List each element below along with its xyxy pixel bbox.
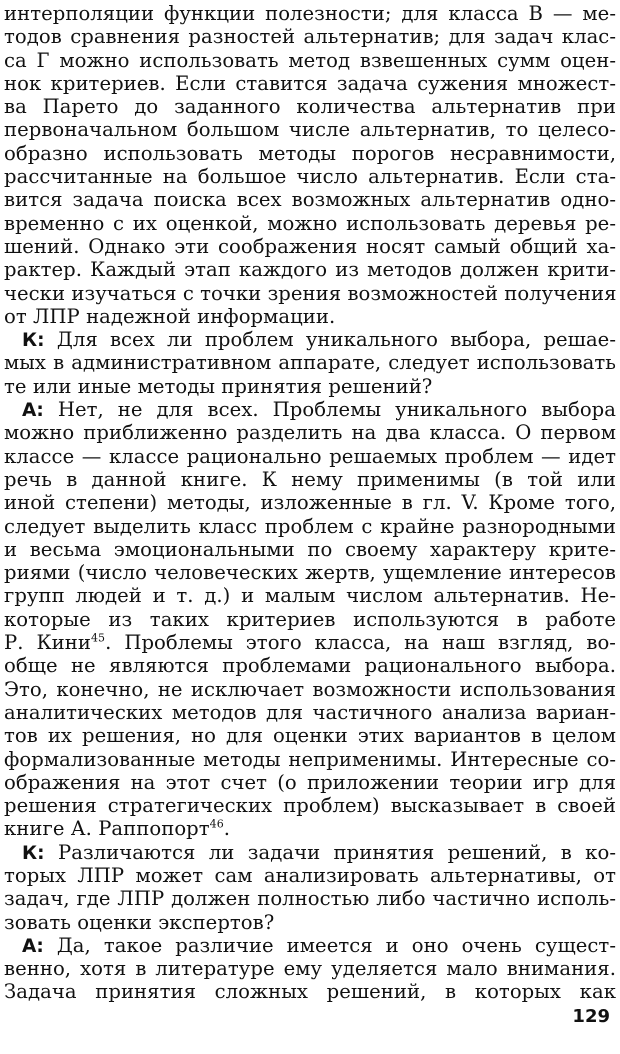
text-line: те или иные методы принятия решений?: [4, 374, 433, 398]
text-fragment: Р. Кини: [4, 631, 91, 655]
text-fragment: Для всех ли проблем уникального выбора, решае-: [56, 328, 617, 352]
text-line: са Г можно использовать метод взвешенных сумм оцен-: [4, 48, 616, 72]
question-paragraph: [4, 328, 616, 398]
text-line: рассчитанные на большое число альтернатив. Если ста-: [4, 165, 616, 189]
speaker-label: К:: [22, 842, 45, 864]
text-fragment: книге А. Раппопорт: [4, 817, 210, 841]
text-line: следует выделить класс проблем с крайне разнородными: [4, 514, 616, 538]
text-line: [4, 934, 616, 957]
text-line: нок критериев. Если ставится задача сужения множест-: [4, 71, 616, 95]
text-fragment: .: [223, 817, 231, 841]
text-line: ва Парето до заданного количества альтернатив при: [4, 95, 616, 119]
text-line: ображения на этот счет (о приложении теории игр для: [4, 770, 616, 794]
text-line: задач, где ЛПР должен полностью либо частично исполь-: [4, 887, 616, 911]
text-line: групп людей и т. д.) и малым числом альтернатив. Не-: [4, 584, 616, 608]
text-line: венно, хотя в литературе ему уделяется мало внимания.: [4, 957, 616, 981]
text-line: речь в данной книге. К нему применимы (в той или: [4, 467, 616, 491]
text-line: аналитических методов для частичного анализа вариан-: [4, 700, 616, 724]
answer-paragraph: [4, 398, 616, 841]
text-line: временно с их оценкой, можно использовать деревья ре-: [4, 211, 616, 235]
paragraph-intro: [4, 2, 616, 328]
text-fragment: Нет, не для всех. Проблемы уникального выбора: [57, 398, 616, 422]
question-paragraph: [4, 841, 616, 934]
text-line: Это, конечно, не исключает возможности использования: [4, 677, 616, 701]
text-line: образно использовать методы порогов несравнимости,: [4, 141, 616, 165]
footnote-ref: 46: [209, 817, 224, 831]
text-line: Задача принятия сложных решений, в которых как: [4, 980, 616, 1004]
text-line: которые из таких критериев используются в работе: [4, 607, 616, 631]
text-line: классе — классе рационально решаемых проблем — идет: [4, 444, 616, 468]
text-line: риями (число человеческих жертв, ущемление интересов: [4, 561, 616, 585]
speaker-label: А:: [22, 935, 44, 957]
text-line: торых ЛПР может сам анализировать альтернативы, от: [4, 863, 616, 887]
footnote-ref: 45: [91, 631, 106, 645]
text-line: чески изучаться с точки зрения возможностей получения: [4, 281, 617, 305]
text-line: иной степени) методы, изложенные в гл. V. Кроме того,: [4, 491, 616, 515]
text-line: мых в административном аппарате, следует использовать: [4, 351, 616, 375]
text-line: [4, 398, 616, 421]
text-line: рактер. Каждый этап каждого из методов должен крити-: [4, 258, 616, 282]
text-line: тов их решения, но для оценки этих вариантов в целом: [4, 724, 616, 748]
text-fragment: Да, такое различие имеется и оно очень сущест-: [56, 933, 616, 957]
text-line: формализованные методы неприменимы. Интересные со-: [4, 747, 616, 771]
text-line: первоначальном большом числе альтернатив, то целесо-: [4, 118, 616, 142]
text-line: обще не являются проблемами рационального выбора.: [4, 654, 616, 678]
page-body: [4, 2, 616, 1004]
text-line: шений. Однако эти соображения носят самый общий ха-: [4, 234, 616, 258]
speaker-label: К:: [22, 330, 45, 352]
text-line: интерполяции функции полезности; для класса В — ме-: [4, 2, 616, 25]
text-line: решения стратегических проблем) высказывает в своей: [4, 794, 616, 818]
text-line: от ЛПР надежной информации.: [4, 304, 336, 328]
text-line: вится задача поиска всех возможных альтернатив одно-: [4, 188, 616, 212]
text-line: и весьма эмоциональными по своему характеру крите-: [4, 537, 616, 561]
speaker-label: А:: [22, 400, 44, 422]
page-number: 129: [572, 1006, 610, 1027]
text-fragment: Различаются ли задачи принятия решений, в ко-: [57, 840, 616, 864]
text-fragment: . Проблемы этого класса, на наш взгляд, во-: [105, 631, 616, 655]
text-line: зовать оценки экспертов?: [4, 910, 275, 934]
text-line: тодов сравнения разностей альтернатив; для задач клас-: [4, 25, 616, 49]
text-line: [4, 328, 616, 351]
text-line: [4, 817, 616, 840]
text-line: [4, 631, 616, 654]
text-line: можно приближенно разделить на два класса. О первом: [4, 421, 616, 445]
text-line: [4, 841, 616, 864]
answer-paragraph: [4, 934, 616, 1004]
